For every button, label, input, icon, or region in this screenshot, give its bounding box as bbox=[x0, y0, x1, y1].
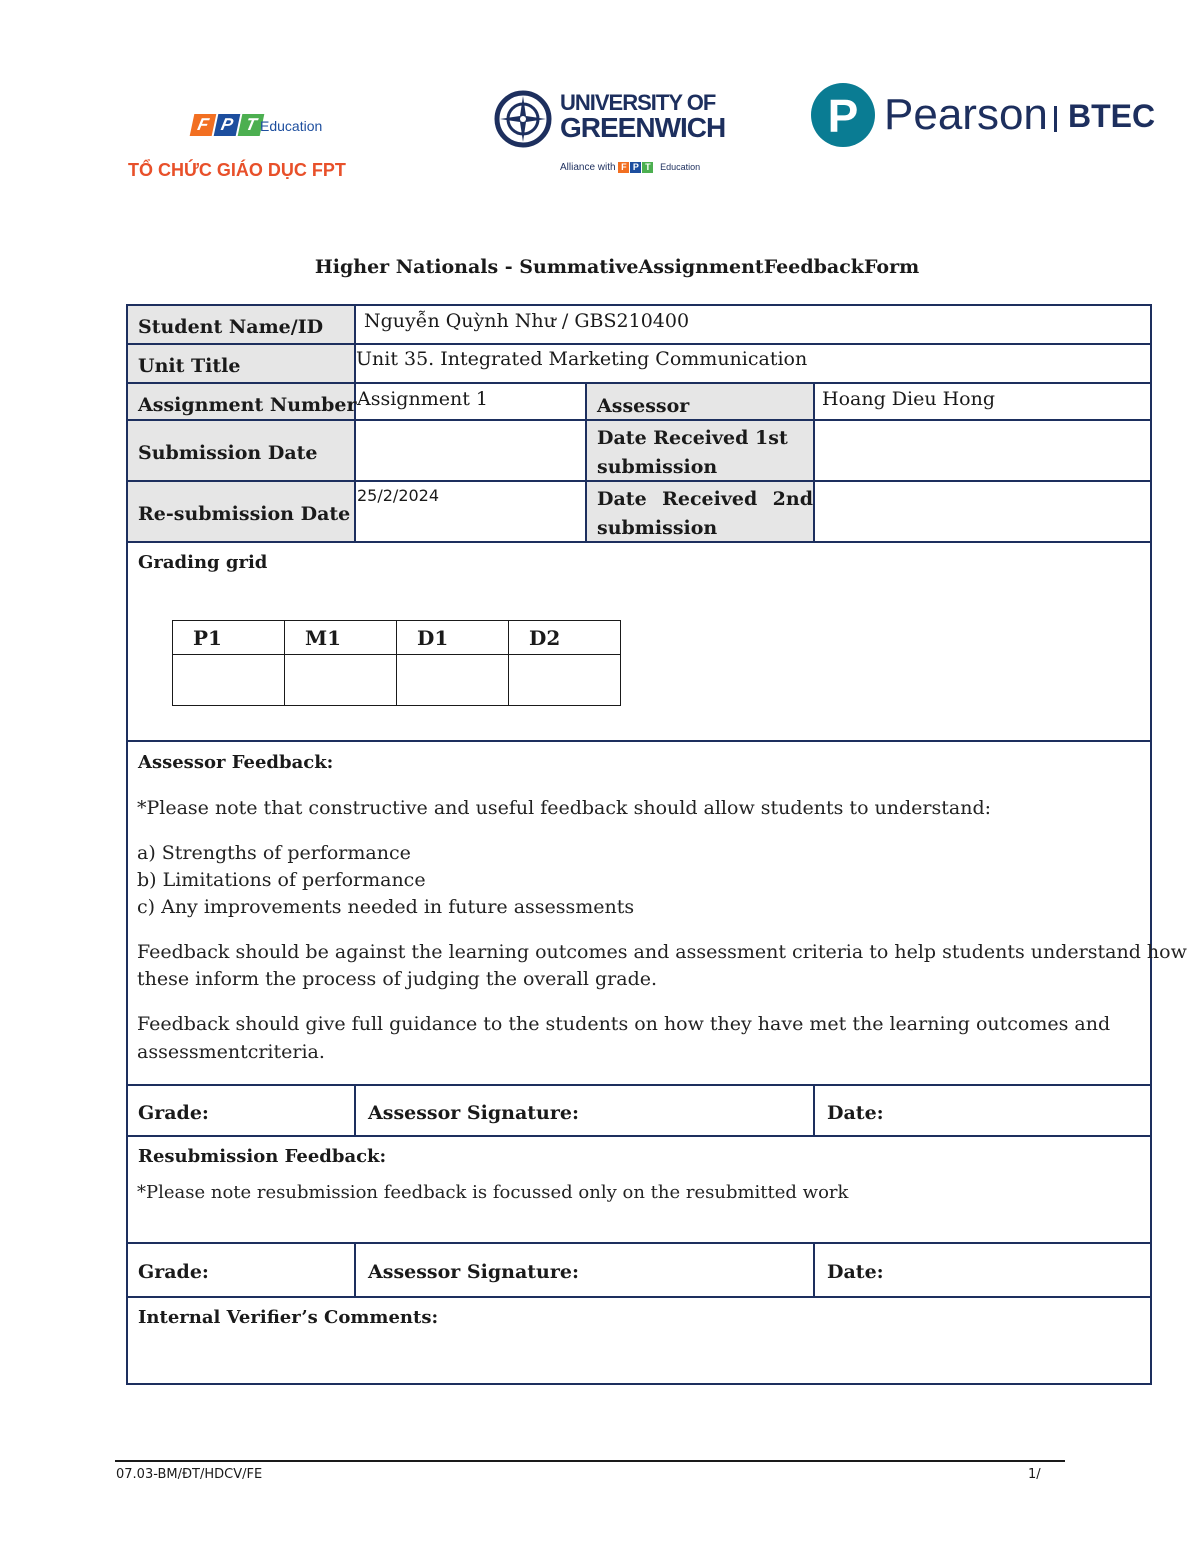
university-of-greenwich-logo bbox=[494, 88, 726, 183]
assessor-label: Assessor bbox=[597, 395, 690, 417]
submission-date-label: Submission Date bbox=[138, 442, 318, 464]
assessor-value[interactable]: Hoang Dieu Hong bbox=[822, 388, 996, 410]
feedback-paragraph-2-line-1: Feedback should give full guidance to the students on how they have met the learning outcomes and bbox=[137, 1013, 1111, 1035]
greenwich-line-1: UNIVERSITY OF bbox=[560, 90, 716, 115]
date-2-label: Date: bbox=[827, 1261, 884, 1283]
rule-3 bbox=[126, 419, 1152, 421]
rule-9 bbox=[126, 1242, 1152, 1244]
feedback-paragraph-2-line-2: assessmentcriteria. bbox=[137, 1041, 325, 1063]
col-rule-label bbox=[354, 304, 356, 542]
resubmission-note: *Please note resubmission feedback is focussed only on the resubmitted work bbox=[137, 1182, 849, 1203]
feedback-paragraph-1-line-1: Feedback should be against the learning outcomes and assessment criteria to help students understand how bbox=[137, 941, 1187, 963]
assignment-number-value[interactable]: Assignment 1 bbox=[357, 388, 488, 410]
grade-cell-d1[interactable] bbox=[397, 655, 509, 706]
form-border-left bbox=[126, 304, 128, 1385]
form-title: Higher Nationals - SummativeAssignmentFeedbackForm bbox=[314, 256, 920, 278]
grade-header-m1: M1 bbox=[285, 621, 397, 655]
footer-divider bbox=[115, 1460, 1065, 1462]
alliance-letter-p: P bbox=[630, 162, 641, 173]
internal-verifier-label: Internal Verifier’s Comments: bbox=[138, 1307, 439, 1328]
rule-2 bbox=[126, 382, 1152, 384]
resubmission-date-label: Re-submission Date bbox=[138, 503, 351, 525]
feedback-point-b: b) Limitations of performance bbox=[137, 869, 426, 891]
rule-6 bbox=[126, 740, 1152, 742]
resubmission-date-value[interactable]: 25/2/2024 bbox=[357, 486, 440, 505]
resubmission-feedback-label: Resubmission Feedback: bbox=[138, 1146, 387, 1167]
date-received-1st-label bbox=[597, 424, 788, 482]
col-rule-mid-2 bbox=[813, 382, 815, 542]
date-received-1st-line-1: Date Received 1st bbox=[597, 427, 788, 449]
pearson-mark-icon bbox=[810, 80, 876, 150]
rule-7 bbox=[126, 1084, 1152, 1086]
greenwich-compass-icon bbox=[494, 88, 554, 150]
grading-grid-table bbox=[172, 620, 621, 706]
feedback-point-a: a) Strengths of performance bbox=[137, 842, 411, 864]
assessor-signature-2-label: Assessor Signature: bbox=[368, 1261, 579, 1283]
alliance-letter-t: T bbox=[642, 162, 653, 173]
grade-header-d1: D1 bbox=[397, 621, 509, 655]
rule-1 bbox=[126, 343, 1152, 345]
fpt-education-logo bbox=[128, 112, 390, 192]
date-received-2nd-line-2: submission bbox=[597, 517, 718, 539]
grade-1-rule-a bbox=[354, 1084, 356, 1136]
assessor-signature-1-label: Assessor Signature: bbox=[368, 1102, 579, 1124]
unit-title-label: Unit Title bbox=[138, 355, 241, 377]
date-received-2nd-line-1: Date Received 2nd bbox=[597, 488, 813, 510]
fpt-letter-f: F bbox=[190, 114, 217, 136]
pearson-mark-letter: P bbox=[827, 90, 859, 142]
date-1-label: Date: bbox=[827, 1102, 884, 1124]
grade-cell-p1[interactable] bbox=[173, 655, 285, 706]
footer-page-number: 1/ bbox=[1028, 1467, 1041, 1482]
feedback-paragraph-1-line-2: these inform the process of judging the overall grade. bbox=[137, 968, 658, 990]
pearson-divider bbox=[1054, 106, 1057, 132]
footer-document-code: 07.03-BM/ĐT/HDCV/FE bbox=[116, 1467, 263, 1482]
alliance-education-text: Education bbox=[660, 162, 701, 173]
rule-8 bbox=[126, 1135, 1152, 1137]
pearson-wordmark: Pearson bbox=[884, 90, 1048, 139]
date-received-1st-line-2: submission bbox=[597, 456, 718, 478]
assignment-number-label: Assignment Number bbox=[138, 394, 357, 416]
form-border-bottom bbox=[126, 1383, 1152, 1385]
grade-header-d2: D2 bbox=[509, 621, 621, 655]
feedback-note: *Please note that constructive and useful feedback should allow students to understand: bbox=[137, 797, 992, 819]
btec-wordmark: BTEC bbox=[1068, 98, 1156, 134]
grade-2-rule-a bbox=[354, 1242, 356, 1297]
unit-title-value[interactable]: Unit 35. Integrated Marketing Communication bbox=[356, 348, 808, 370]
greenwich-alliance bbox=[560, 162, 700, 173]
grade-2-label: Grade: bbox=[138, 1261, 209, 1283]
grade-cell-m1[interactable] bbox=[285, 655, 397, 706]
rule-10 bbox=[126, 1296, 1152, 1298]
grade-1-rule-b bbox=[813, 1084, 815, 1136]
alliance-letter-f: F bbox=[618, 162, 629, 173]
fpt-organization-name: TỔ CHỨC GIÁO DỤC FPT bbox=[128, 160, 346, 180]
grading-grid-label: Grading grid bbox=[138, 552, 268, 573]
form-border-right bbox=[1150, 304, 1152, 1385]
date-received-2nd-label bbox=[597, 485, 813, 543]
assessor-feedback-label: Assessor Feedback: bbox=[138, 752, 334, 773]
student-name-label: Student Name/ID bbox=[138, 316, 324, 338]
grade-cell-d2[interactable] bbox=[509, 655, 621, 706]
fpt-letter-boxes bbox=[192, 114, 264, 136]
col-rule-mid-1 bbox=[585, 382, 587, 542]
fpt-education-text: Education bbox=[260, 118, 323, 134]
feedback-point-c: c) Any improvements needed in future assessments bbox=[137, 896, 635, 918]
grade-2-rule-b bbox=[813, 1242, 815, 1297]
student-name-value[interactable]: Nguyễn Quỳnh Như / GBS210400 bbox=[364, 310, 690, 332]
grade-1-label: Grade: bbox=[138, 1102, 209, 1124]
fpt-letter-t: T bbox=[238, 114, 265, 136]
grade-header-p1: P1 bbox=[173, 621, 285, 655]
fpt-letter-p: P bbox=[214, 114, 241, 136]
greenwich-line-2: GREENWICH bbox=[560, 112, 726, 143]
alliance-text: Alliance with bbox=[560, 162, 616, 174]
pearson-btec-logo bbox=[810, 80, 1155, 152]
form-border-top bbox=[126, 304, 1152, 306]
